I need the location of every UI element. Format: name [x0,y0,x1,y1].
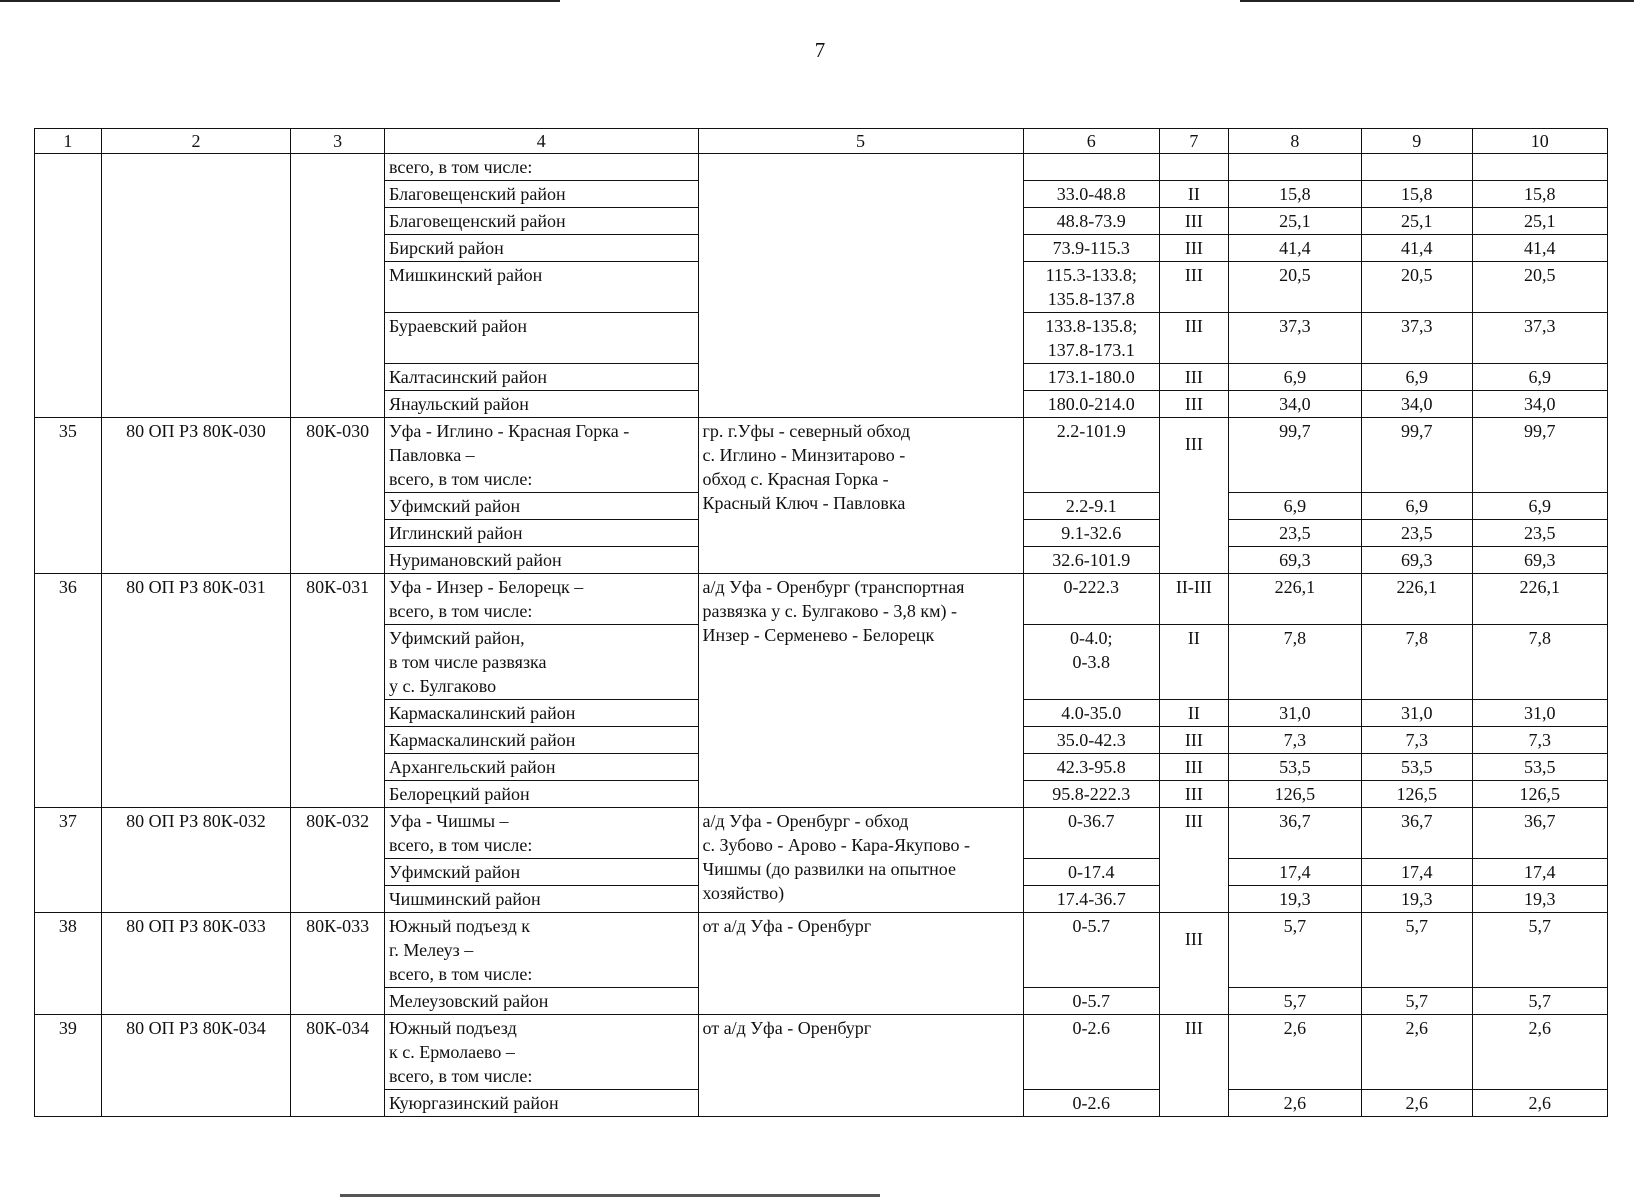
road-id: 80 ОП РЗ 80К-032 [101,808,291,913]
value-8: 226,1 [1228,574,1361,625]
value-8: 19,3 [1228,886,1361,913]
col-header: 7 [1160,129,1229,154]
col-header: 8 [1228,129,1361,154]
value-9: 126,5 [1362,781,1472,808]
district: Белорецкий район [384,781,698,808]
district: Кармаскалинский район [384,700,698,727]
row-number: 35 [35,418,102,574]
road-name-line: всего, в том числе: [388,601,533,621]
col-header: 5 [698,129,1023,154]
col-header: 6 [1023,129,1159,154]
district: Благовещенский район [384,181,698,208]
route-line: с. Иглино - Минзитарово - [702,445,906,465]
road-name [384,913,698,988]
km-range: 0-5.7 [1023,913,1159,988]
column-number-row [35,129,1608,154]
value-9: 41,4 [1362,235,1472,262]
km-range: 173.1-180.0 [1023,364,1159,391]
category: III [1160,313,1229,364]
value-10: 6,9 [1472,364,1608,391]
road-name-line: Южный подъезд [388,1018,517,1038]
route-description [698,1015,1023,1117]
category: III [1160,235,1229,262]
category: II [1160,625,1229,700]
route-line: Красный Ключ - Павловка [702,493,906,513]
road-name-line: всего, в том числе: [388,964,533,984]
value-9: 19,3 [1362,886,1472,913]
road-name-line: Уфа - Чишмы – [388,811,509,831]
district: Бирский район [384,235,698,262]
value-10: 15,8 [1472,181,1608,208]
value-8: 126,5 [1228,781,1361,808]
bottom-border [340,1194,880,1197]
route-line: развязка у с. Булгаково - 3,8 км) - [702,601,958,621]
col-header: 1 [35,129,102,154]
value-8: 69,3 [1228,547,1361,574]
value-9: 5,7 [1362,988,1472,1015]
value-8: 41,4 [1228,235,1361,262]
district: Куюргазинский район [384,1090,698,1117]
road-name-line: Уфа - Иглино - Красная Горка - [388,421,630,441]
route-description [698,574,1023,808]
km-line: 133.8-135.8; [1045,316,1138,336]
category: III [1160,1015,1229,1117]
value-10: 41,4 [1472,235,1608,262]
road-id: 80 ОП РЗ 80К-034 [101,1015,291,1117]
value-8: 20,5 [1228,262,1361,313]
road-code: 80К-031 [291,574,385,808]
value-8: 99,7 [1228,418,1361,493]
km-line: 0-3.8 [1072,652,1111,672]
km-range: 48.8-73.9 [1023,208,1159,235]
table-row [35,808,1608,859]
km-range: 2.2-101.9 [1023,418,1159,493]
value-9: 5,7 [1362,913,1472,988]
category: II [1160,700,1229,727]
road-name-line: г. Мелеуз – [388,940,474,960]
roads-table [34,128,1608,1117]
col-header: 2 [101,129,291,154]
route-line: а/д Уфа - Оренбург (транспортная [702,577,965,597]
district: Иглинский район [384,520,698,547]
district: Бураевский район [384,313,698,364]
road-name-line: всего, в том числе: [388,1066,533,1086]
value-9: 17,4 [1362,859,1472,886]
value-10: 69,3 [1472,547,1608,574]
col-header: 10 [1472,129,1608,154]
road-name-line: Павловка – [388,445,475,465]
route-line: гр. г.Уфы - северный обход [702,421,911,441]
value-9: 2,6 [1362,1090,1472,1117]
row-number: 36 [35,574,102,808]
road-name-line: Уфа - Инзер - Белорецк – [388,577,584,597]
value-9: 99,7 [1362,418,1472,493]
value-9: 2,6 [1362,1015,1472,1090]
road-code: 80К-032 [291,808,385,913]
route-line: с. Зубово - Арово - Кара-Якупово - [702,835,970,855]
table-row [35,154,1608,181]
value-9: 7,3 [1362,727,1472,754]
km-range: 35.0-42.3 [1023,727,1159,754]
value-10: 37,3 [1472,313,1608,364]
total-label: всего, в том числе: [384,154,698,181]
km-line: 137.8-173.1 [1047,340,1135,360]
road-name [384,1015,698,1090]
route-line: от а/д Уфа - Оренбург [702,1018,872,1038]
district: Мелеузовский район [384,988,698,1015]
value-8: 7,3 [1228,727,1361,754]
page-number: 7 [814,38,826,62]
district-line: Уфимский район, [388,628,525,648]
cell-empty [101,154,291,418]
route-description [698,418,1023,574]
km-line: 115.3-133.8; [1045,265,1137,285]
district [384,625,698,700]
district: Благовещенский район [384,208,698,235]
district: Уфимский район [384,859,698,886]
table-row [35,574,1608,625]
value-10: 6,9 [1472,493,1608,520]
category: III [1160,391,1229,418]
value-8: 5,7 [1228,913,1361,988]
value-10: 7,3 [1472,727,1608,754]
col-header: 4 [384,129,698,154]
value-9: 37,3 [1362,313,1472,364]
value-10: 99,7 [1472,418,1608,493]
value-9: 36,7 [1362,808,1472,859]
value-10: 7,8 [1472,625,1608,700]
route-description [698,913,1023,1015]
road-id: 80 ОП РЗ 80К-031 [101,574,291,808]
district: Кармаскалинский район [384,727,698,754]
route-description [698,808,1023,913]
value-9: 226,1 [1362,574,1472,625]
km-range: 0-2.6 [1023,1015,1159,1090]
value-8: 31,0 [1228,700,1361,727]
value-10: 23,5 [1472,520,1608,547]
value-10: 19,3 [1472,886,1608,913]
km-range: 180.0-214.0 [1023,391,1159,418]
route-line: а/д Уфа - Оренбург - обход [702,811,909,831]
value-8: 17,4 [1228,859,1361,886]
value-10: 5,7 [1472,913,1608,988]
road-name-line: всего, в том числе: [388,835,533,855]
km-range: 0-5.7 [1023,988,1159,1015]
value-8: 2,6 [1228,1015,1361,1090]
road-code: 80К-030 [291,418,385,574]
row-number: 39 [35,1015,102,1117]
km-range [1023,262,1159,313]
value-9: 53,5 [1362,754,1472,781]
value-10: 126,5 [1472,781,1608,808]
km-range [1023,625,1159,700]
value-10: 2,6 [1472,1015,1608,1090]
value-10: 31,0 [1472,700,1608,727]
district: Архангельский район [384,754,698,781]
col-header: 9 [1362,129,1472,154]
road-name-line: Южный подъезд к [388,916,530,936]
value-10: 17,4 [1472,859,1608,886]
category: III [1160,808,1229,913]
category: II-III [1160,574,1229,625]
road-id: 80 ОП РЗ 80К-033 [101,913,291,1015]
value-9: 7,8 [1362,625,1472,700]
value-8: 15,8 [1228,181,1361,208]
category: III [1160,754,1229,781]
value-8: 5,7 [1228,988,1361,1015]
value-8: 6,9 [1228,493,1361,520]
cell-empty [35,154,102,418]
road-name-line: всего, в том числе: [388,469,533,489]
category: III [1160,781,1229,808]
road-code: 80К-033 [291,913,385,1015]
route-line: Инзер - Серменево - Белорецк [702,625,935,645]
route-line: Чишмы (до развилки на опытное [702,859,957,879]
district: Нуримановский район [384,547,698,574]
road-name [384,808,698,859]
top-border-right [1240,0,1634,2]
cell-empty [291,154,385,418]
value-8: 23,5 [1228,520,1361,547]
value-9: 69,3 [1362,547,1472,574]
km-range: 17.4-36.7 [1023,886,1159,913]
value-10: 25,1 [1472,208,1608,235]
district: Калтасинский район [384,364,698,391]
category: III [1160,208,1229,235]
value-8: 37,3 [1228,313,1361,364]
value-10: 226,1 [1472,574,1608,625]
road-id: 80 ОП РЗ 80К-030 [101,418,291,574]
category: III [1160,262,1229,313]
km-range: 4.0-35.0 [1023,700,1159,727]
value-10: 34,0 [1472,391,1608,418]
value-9: 23,5 [1362,520,1472,547]
km-range: 33.0-48.8 [1023,181,1159,208]
value-9: 34,0 [1362,391,1472,418]
km-range: 73.9-115.3 [1023,235,1159,262]
district: Мишкинский район [384,262,698,313]
km-range: 95.8-222.3 [1023,781,1159,808]
col-header: 3 [291,129,385,154]
km-range: 0-2.6 [1023,1090,1159,1117]
district: Янаульский район [384,391,698,418]
value-8: 7,8 [1228,625,1361,700]
category: III [1160,913,1229,1015]
km-range: 42.3-95.8 [1023,754,1159,781]
km-line: 135.8-137.8 [1047,289,1135,309]
value-8: 36,7 [1228,808,1361,859]
top-border-left [0,0,560,2]
km-range: 9.1-32.6 [1023,520,1159,547]
value-9: 25,1 [1362,208,1472,235]
value-9: 6,9 [1362,493,1472,520]
route-line: обход с. Красная Горка - [702,469,889,489]
road-code: 80К-034 [291,1015,385,1117]
route-line: от а/д Уфа - Оренбург [702,916,872,936]
km-range: 32.6-101.9 [1023,547,1159,574]
district-line: в том числе развязка [388,652,547,672]
km-range: 2.2-9.1 [1023,493,1159,520]
value-9: 6,9 [1362,364,1472,391]
value-10: 5,7 [1472,988,1608,1015]
value-10: 53,5 [1472,754,1608,781]
value-8: 6,9 [1228,364,1361,391]
table-row [35,913,1608,988]
value-10: 2,6 [1472,1090,1608,1117]
category: II [1160,181,1229,208]
value-8: 2,6 [1228,1090,1361,1117]
route-line: хозяйство) [702,883,785,903]
road-name [384,574,698,625]
district: Чишминский район [384,886,698,913]
value-9: 20,5 [1362,262,1472,313]
value-8: 25,1 [1228,208,1361,235]
value-9: 15,8 [1362,181,1472,208]
district: Уфимский район [384,493,698,520]
value-9: 31,0 [1362,700,1472,727]
km-line: 0-4.0; [1070,628,1113,648]
km-range [1023,313,1159,364]
category: III [1160,727,1229,754]
value-8: 34,0 [1228,391,1361,418]
category: III [1160,364,1229,391]
value-8: 53,5 [1228,754,1361,781]
table-row [35,1015,1608,1090]
km-range: 0-17.4 [1023,859,1159,886]
road-name-line: к с. Ермолаево – [388,1042,515,1062]
value-10: 36,7 [1472,808,1608,859]
road-name [384,418,698,493]
cell-empty [698,154,1023,418]
km-range: 0-36.7 [1023,808,1159,859]
row-number: 38 [35,913,102,1015]
value-10: 20,5 [1472,262,1608,313]
row-number: 37 [35,808,102,913]
category: III [1160,418,1229,574]
district-line: у с. Булгаково [388,676,497,696]
km-range: 0-222.3 [1023,574,1159,625]
table-row [35,418,1608,493]
